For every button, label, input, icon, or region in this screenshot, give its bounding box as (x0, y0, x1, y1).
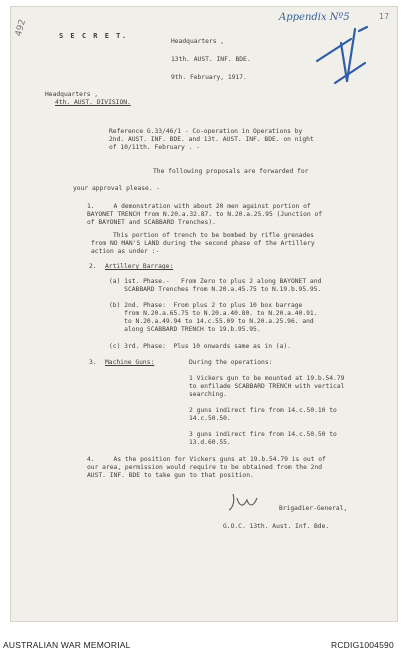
from-line-3: 9th. February, 1917. (171, 74, 247, 81)
intro-line-1: The following proposals are forwarded for (153, 168, 309, 175)
classification: S E C R E T. (59, 32, 128, 40)
item1-cont-line-3: action as under :- (91, 248, 160, 255)
item3-point2-line-1: 2 guns indirect fire from 14.c.50.10 to (189, 407, 337, 414)
signature-scrawl (227, 490, 267, 516)
footer-archive-name: AUSTRALIAN WAR MEMORIAL (3, 640, 131, 650)
to-line-1: Headquarters , (45, 91, 99, 98)
item3-point2-line-2: 14.c.50.50. (189, 415, 231, 422)
item4-line-2: our area, permission would require to be obtained from the 2nd (87, 464, 323, 471)
item1-line-1: 1. A demonstration with about 20 men against portion of (87, 203, 311, 210)
item4-line-3: AUST. INF. BDE to take gun to that position. (87, 472, 254, 479)
item2b-line-2: from N.20.a.65.75 to N.20.a.40.80. to N.20.a.40.91. (109, 310, 318, 317)
item1-line-3: of BAYONET and SCABBARD Trenches). (87, 219, 216, 226)
item2b-line-3: to N.20.a.49.94 to 14.c.55.09 to N.20.a.25.96. and (109, 318, 314, 325)
item3-heading: Machine Guns: (105, 359, 155, 366)
reference-line-2: 2nd. AUST. INF. BDE. and 13t. AUST. INF. BDE. on night (109, 136, 314, 143)
page-number: 17 (379, 12, 390, 21)
from-line-1: Headquarters , (171, 38, 225, 45)
footer-record-id: RCDIG1004590 (331, 640, 394, 650)
item2c-line-1: (c) 3rd. Phase: Plus 10 onwards same as in (a). (109, 343, 291, 350)
file-number: 492 (14, 18, 29, 38)
item1-cont-line-2: from NO MAN'S LAND during the second phase of the Artillery (91, 240, 315, 247)
item1-cont-line-1: This portion of trench to be bombed by rifle grenades (113, 232, 314, 239)
from-line-2: 13th. AUST. INF. BDE. (171, 56, 251, 63)
appendix-annotation: Appendix Nº5 (279, 12, 350, 23)
item2a-line-2: SCABBARD Trenches from N.20.a.45.75 to N.19.b.95.95. (109, 286, 322, 293)
item3-point1-line-1: 1 Vickers gun to be mounted at 19.b.54.79 (189, 375, 345, 382)
reference-line-3: of 10/11th. February . - (109, 144, 200, 151)
item1-line-2: BAYONET TRENCH from N.20.a.32.87. to N.20.a.25.95 (Junction of (87, 211, 323, 218)
item3-intro: During the operations: (189, 359, 273, 366)
item4-line-1: 4. As the position for Vickers guns at 19.b.54.79 is out of (87, 456, 326, 463)
document-page (10, 6, 398, 622)
to-line-2: 4th. AUST. DIVISION. (55, 99, 131, 106)
item2-number: 2. (89, 263, 97, 270)
item3-point1-line-3: searching. (189, 391, 227, 398)
reference-line-1: Reference G.33/46/1 - Co-operation in Operations by (109, 128, 303, 135)
item3-number: 3. (89, 359, 97, 366)
item2b-line-1: (b) 2nd. Phase: From plus 2 to plus 10 box barrage (109, 302, 303, 309)
signature-title: Brigadier-General, (279, 505, 348, 512)
item3-point1-line-2: to enfilade SCABBARD TRENCH with vertical (189, 383, 345, 390)
item2a-line-1: (a) 1st. Phase.- From Zero to plus 2 along BAYONET and (109, 278, 322, 285)
intro-line-2: your approval please. - (73, 185, 161, 192)
signature-unit: G.O.C. 13th. Aust. Inf. Bde. (223, 523, 330, 530)
item3-point3-line-2: 13.d.60.55. (189, 439, 231, 446)
item2b-line-4: along SCABBARD TRENCH to 19.b.95.95. (109, 326, 261, 333)
item2-heading: Artillery Barrage: (105, 263, 174, 270)
roman-numeral-mark (311, 21, 371, 101)
item3-point3-line-1: 3 guns indirect fire from 14.c.50.50 to (189, 431, 337, 438)
